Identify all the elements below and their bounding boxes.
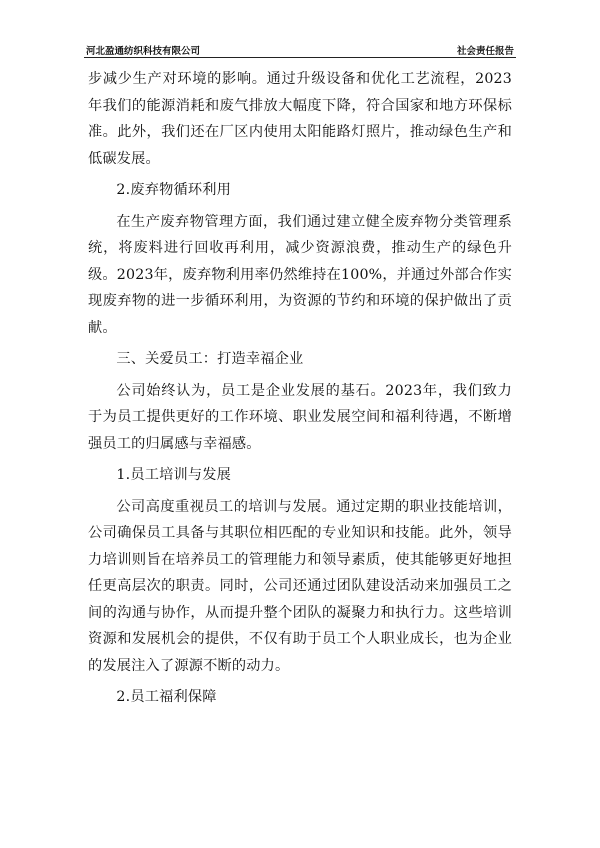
paragraph-training: 公司高度重视员工的培训与发展。通过定期的职业技能培训，公司确保员工具备与其职位相匹配的专业知识和技能。此外，领导力培训则旨在培养员工的管理能力和领导素质，使其能够更好地担任更高层次的职责。同时，公司还通过团队建设活动来加强员工之间的沟通与协作，从而提升整个团队的凝聚力和执行力。这些培训资源和发展机会的提供，不仅有助于员工个人职业成长，也为企业的发展注入了源源不断的动力。 [88, 498, 512, 674]
header-divider [84, 57, 516, 58]
paragraph-continued: 步减少生产对环境的影响。通过升级设备和优化工艺流程，2023年我们的能源消耗和废气排放大幅度下降，符合国家和地方环保标准。此外，我们还在厂区内使用太阳能路灯照片，推动绿色生产和低碳发展。 [88, 71, 512, 167]
paragraph-employee-foundation: 公司始终认为，员工是企业发展的基石。2023年，我们致力于为员工提供更好的工作环境、职业发展空间和福利待遇，不断增强员工的归属感与幸福感。 [88, 382, 512, 452]
page-header [84, 40, 516, 56]
section-heading-employee-care: 三、关爱员工：打造幸福企业 [116, 351, 304, 367]
section-heading-training: 1.员工培训与发展 [116, 467, 232, 483]
paragraph-waste-management: 在生产废弃物管理方面，我们通过建立健全废弃物分类管理系统，将废料进行回收再利用，减少资源浪费，推动生产的绿色升级。2023年，废弃物利用率仍然维持在100%，并通过外部合作实现废弃物的进一步循环利用，为资源的节约和环境的保护做出了贡献。 [88, 213, 512, 336]
section-heading-waste-recycling: 2.废弃物循环利用 [116, 182, 232, 198]
header-company-name: 河北盈通纺织科技有限公司 [86, 46, 201, 57]
header-report-title: 社会责任报告 [456, 46, 514, 57]
section-heading-welfare: 2.员工福利保障 [116, 689, 217, 705]
document-body [88, 66, 512, 716]
